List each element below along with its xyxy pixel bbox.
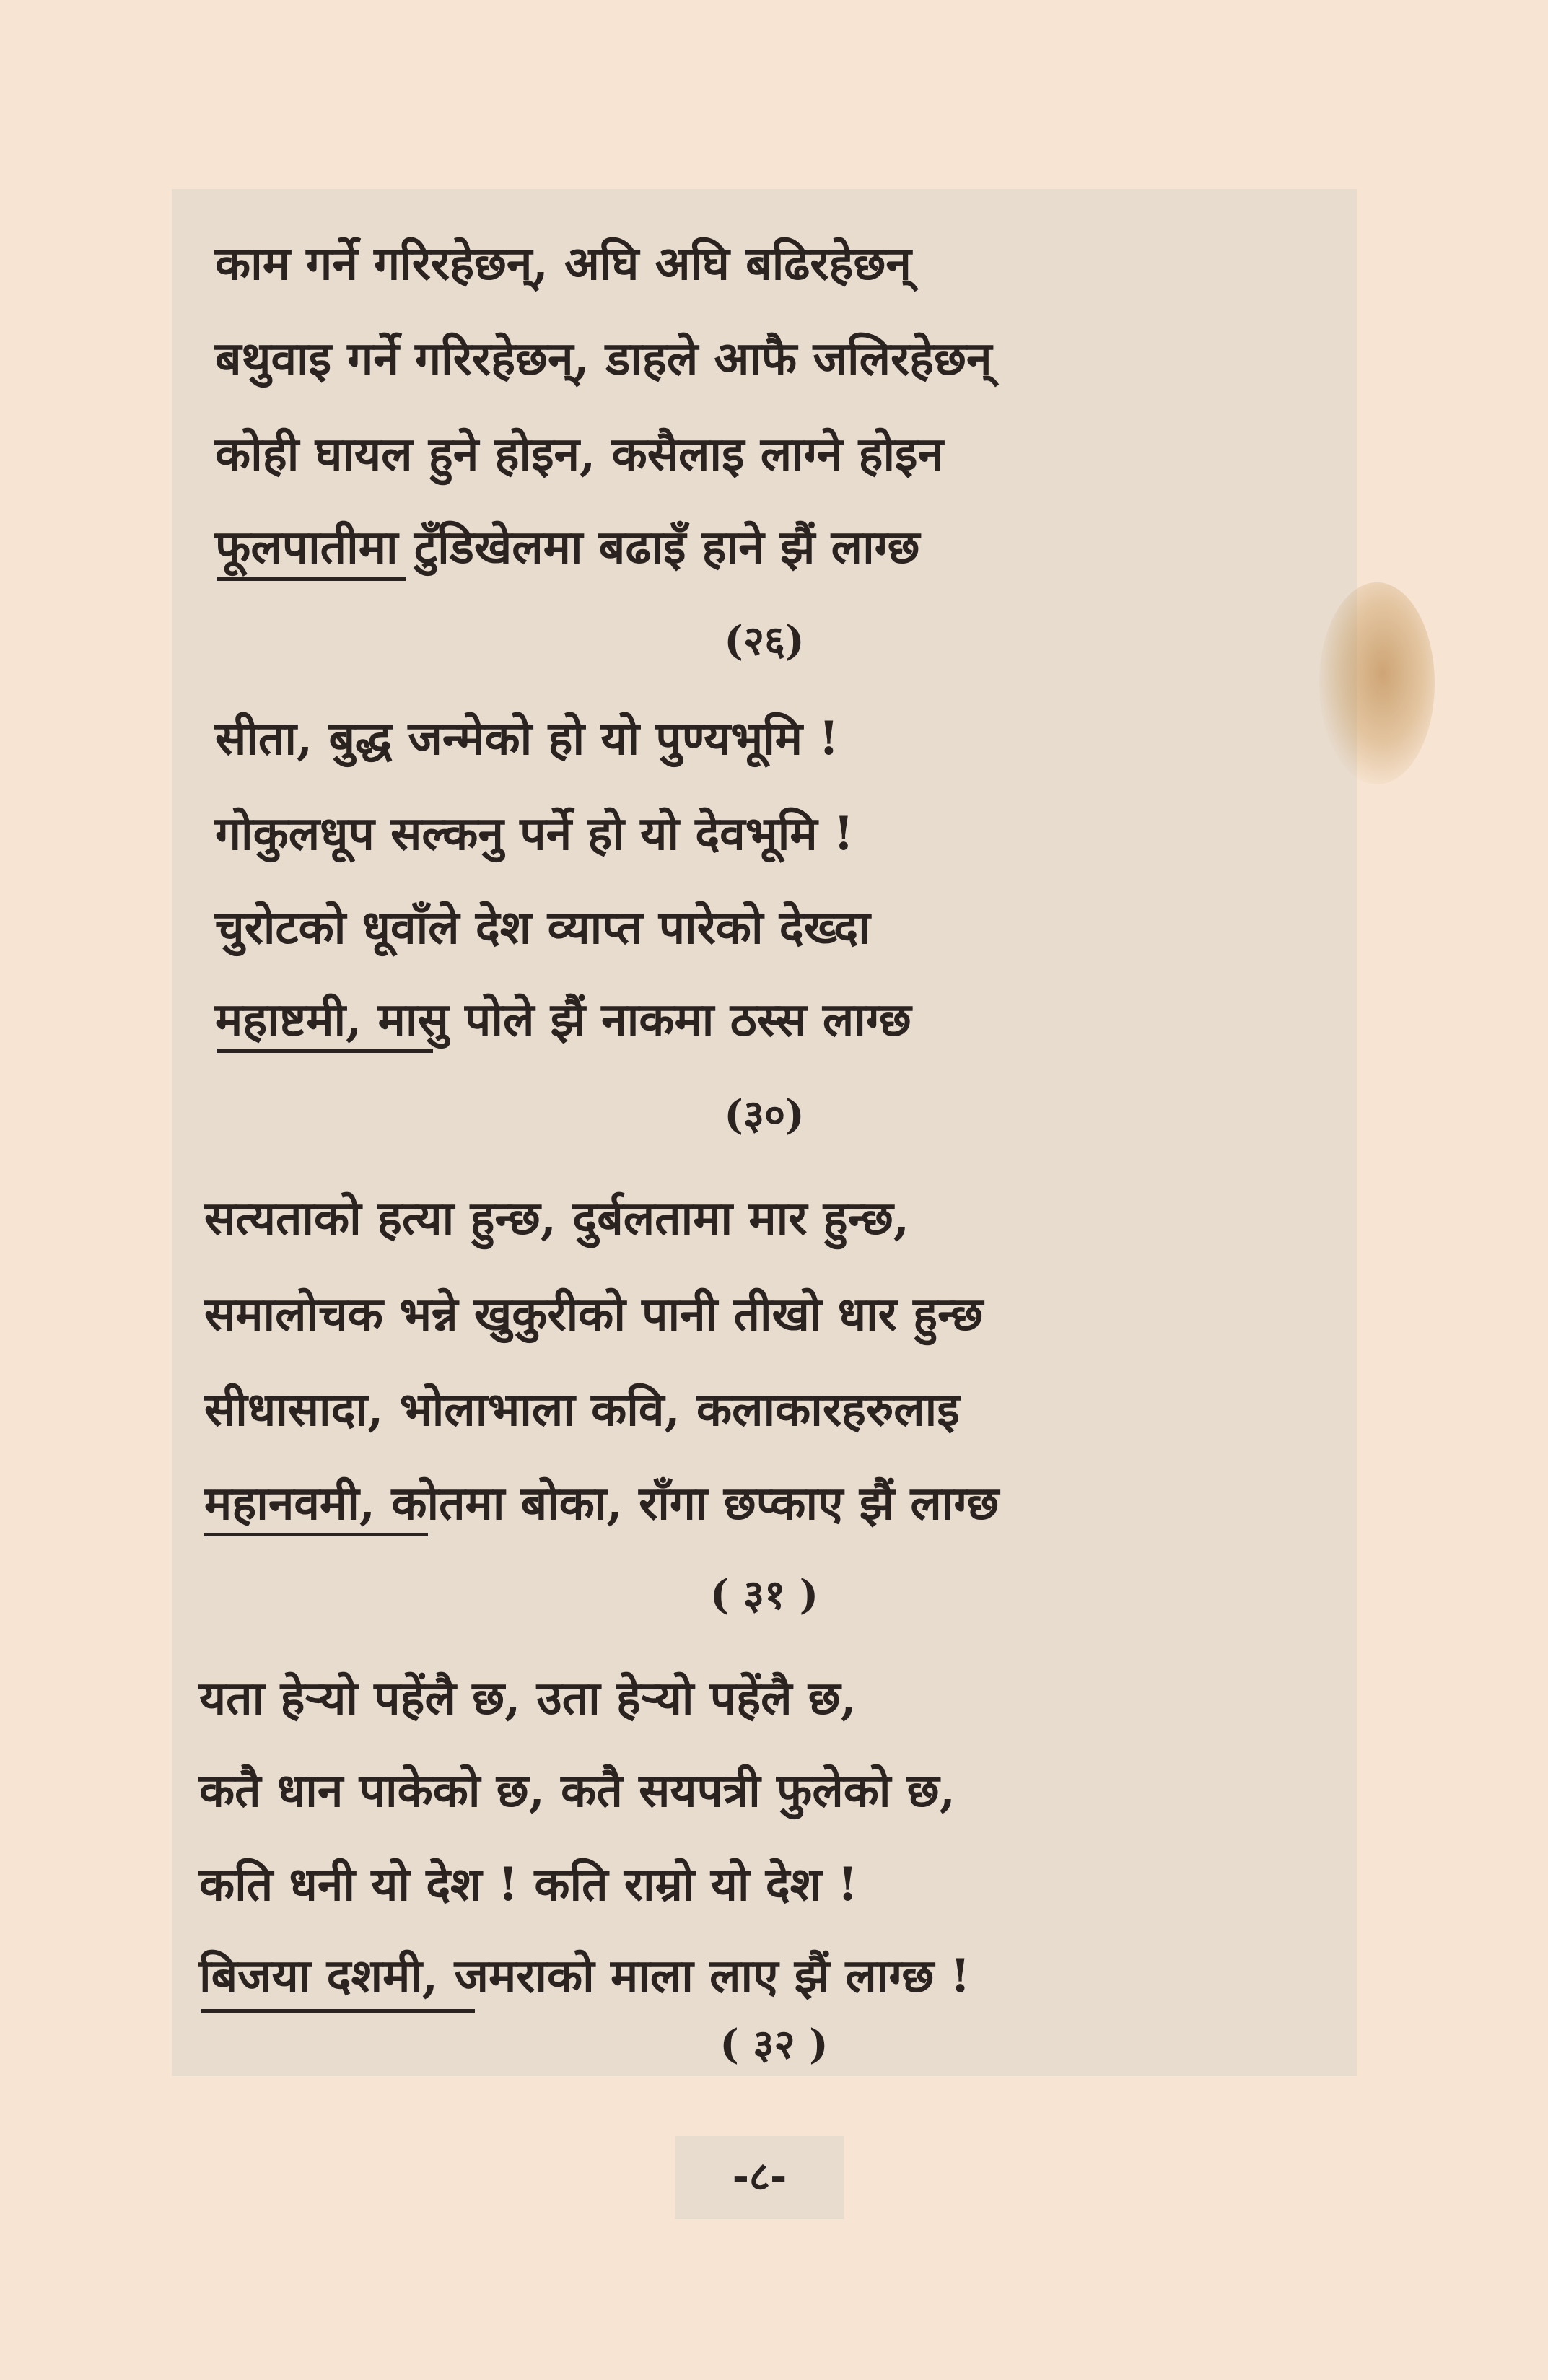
- stanza-4-underline: [201, 2009, 475, 2013]
- stanza-1-line-3: कोही घायल हुने होइन, कसैलाइ लाग्ने होइन: [215, 427, 943, 481]
- page-number-box: [675, 2136, 844, 2219]
- stanza-1-line-4: फूलपातीमा टुँडिखेलमा बढाइँ हाने झैं लाग्छ: [215, 520, 920, 574]
- stanza-3-line-4: महानवमी, कोतमा बोका, राँगा छप्काए झैं लाग्छ: [204, 1476, 1000, 1531]
- stain-mark: [1319, 582, 1435, 784]
- stanza-1-underline: [217, 577, 406, 581]
- stanza-3-number: ( ३१ ): [709, 1571, 819, 1619]
- stanza-3-line-1: सत्यताको हत्या हुन्छ, दुर्बलतामा मार हुन्छ,: [204, 1191, 910, 1246]
- stanza-3-underline: [204, 1533, 428, 1536]
- stanza-2-line-3: चुरोटको धूवाँले देश व्याप्त पारेको देख्दा: [215, 901, 870, 955]
- stanza-4-number: ( ३२ ): [720, 2021, 828, 2068]
- page-text-area: [172, 189, 1357, 2076]
- stanza-3-line-2: समालोचक भन्ने खुकुरीको पानी तीखो धार हुन्छ: [204, 1287, 984, 1342]
- stanza-4-line-4: बिजया दशमी, जमराको माला लाए झैं लाग्छ !: [199, 1949, 971, 2003]
- stanza-4-line-3: कति धनी यो देश ! कति राम्रो यो देश !: [199, 1858, 858, 1912]
- stanza-1-number: (२६): [724, 617, 805, 665]
- stanza-1-line-2: बथुवाइ गर्ने गरिरहेछन्, डाहले आफै जलिरहेछन्: [215, 332, 992, 386]
- page-number: -८-: [732, 2153, 787, 2200]
- stanza-4-line-2: कतै धान पाकेको छ, कतै सयपत्री फुलेको छ,: [199, 1764, 956, 1818]
- stanza-3-line-3: सीधासादा, भोलाभाला कवि, कलाकारहरुलाइ: [204, 1383, 960, 1437]
- stanza-2-line-4: महाष्टमी, मासु पोले झैं नाकमा ठस्स लाग्छ: [215, 993, 911, 1047]
- stanza-1-line-1: काम गर्ने गरिरहेछन्, अघि अघि बढिरहेछन्: [215, 237, 911, 291]
- stanza-2-underline: [217, 1049, 433, 1053]
- stanza-2-line-1: सीता, बुद्ध जन्मेको हो यो पुण्यभूमि !: [215, 712, 839, 766]
- stanza-2-line-2: गोकुलधूप सल्कनु पर्ने हो यो देवभूमि !: [215, 807, 854, 861]
- stanza-4-line-1: यता हेर्‍यो पहेंलै छ, उता हेर्‍यो पहेंलै छ,: [199, 1671, 857, 1725]
- stanza-2-number: (३०): [724, 1091, 805, 1139]
